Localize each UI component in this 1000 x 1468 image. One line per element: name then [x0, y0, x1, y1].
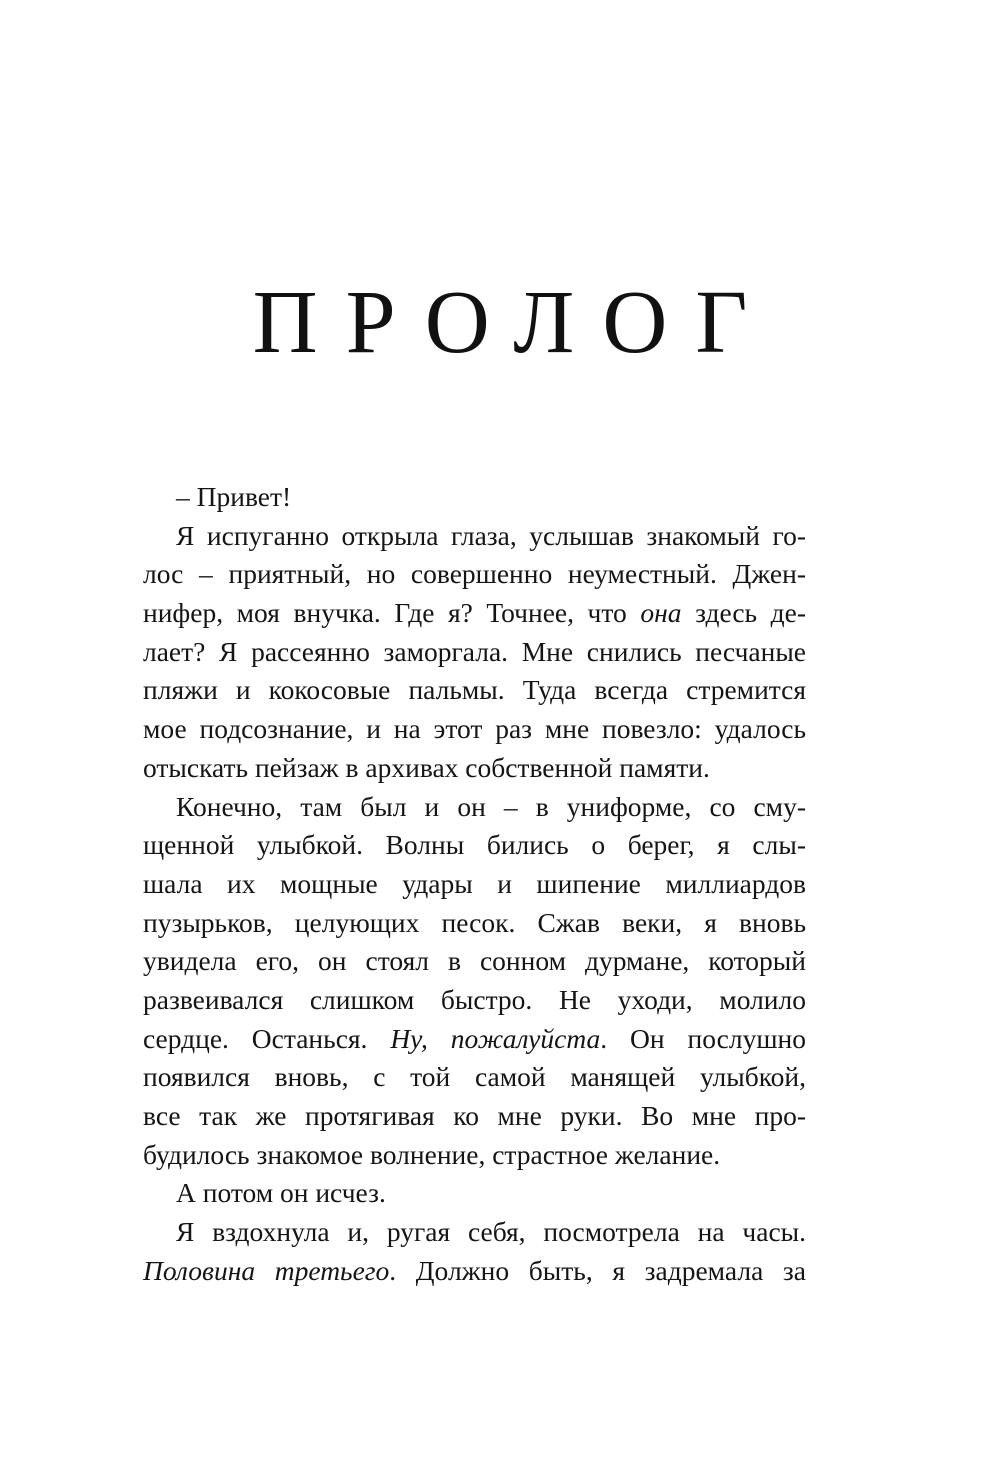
text-run: сердце. Останься.: [143, 1022, 391, 1054]
text-line: Я испуганно открыла глаза, услышав знакомый го-: [176, 519, 806, 551]
text-line: [143, 594, 806, 633]
text-line: пляжи и кокосовые пальмы. Туда всегда стремится: [143, 674, 806, 706]
text-line: щенной улыбкой. Волны бились о берег, я слы-: [143, 829, 806, 861]
text-run: нифер, моя внучка. Где я? Точнее, что: [143, 597, 641, 629]
text-line: лает? Я рассеянно заморгала. Мне снились песчаные: [143, 635, 806, 667]
chapter-title: ПРОЛОГ: [252, 273, 776, 372]
text-line: лос – приятный, но совершенно неуместный. Джен-: [143, 558, 806, 590]
emphasis-text: она: [640, 597, 682, 629]
text-line: отыскать пейзаж в архивах собственной памяти.: [143, 751, 710, 783]
prologue-text: [143, 478, 806, 1290]
emphasis-text: Половина третьего: [143, 1254, 390, 1286]
text-run: здесь де-: [681, 597, 806, 629]
text-line: пузырьков, целующих песок. Сжав веки, я вновь: [143, 906, 806, 938]
text-line: все так же протягивая ко мне руки. Во мне про-: [143, 1100, 806, 1131]
text-line: – Привет!: [176, 481, 292, 512]
text-line: появился вновь, с той самой манящей улыбкой,: [143, 1061, 806, 1093]
text-line: увидела его, он стоял в сонном дурмане, который: [143, 945, 806, 977]
text-line: будилось знакомое волнение, страстное желание.: [143, 1138, 721, 1170]
text-line: А потом он исчез.: [176, 1177, 386, 1209]
text-run: . Должно быть, я задремала за: [389, 1254, 806, 1286]
emphasis-text: Ну, пожалуйста: [390, 1022, 601, 1054]
text-line: [143, 1020, 806, 1059]
text-line: мое подсознание, и на этот раз мне повезло: удалось: [143, 713, 806, 745]
text-line: Конечно, там был и он – в униформе, со сму-: [176, 790, 806, 822]
text-line: шала их мощные удары и шипение миллиардов: [143, 867, 806, 899]
text-run: . Он послушно: [600, 1022, 806, 1054]
text-line: Я вздохнула и, ругая себя, посмотрела на часы.: [176, 1216, 806, 1248]
text-line: [143, 1252, 806, 1291]
text-line: развеивался слишком быстро. Не уходи, молило: [143, 983, 806, 1015]
